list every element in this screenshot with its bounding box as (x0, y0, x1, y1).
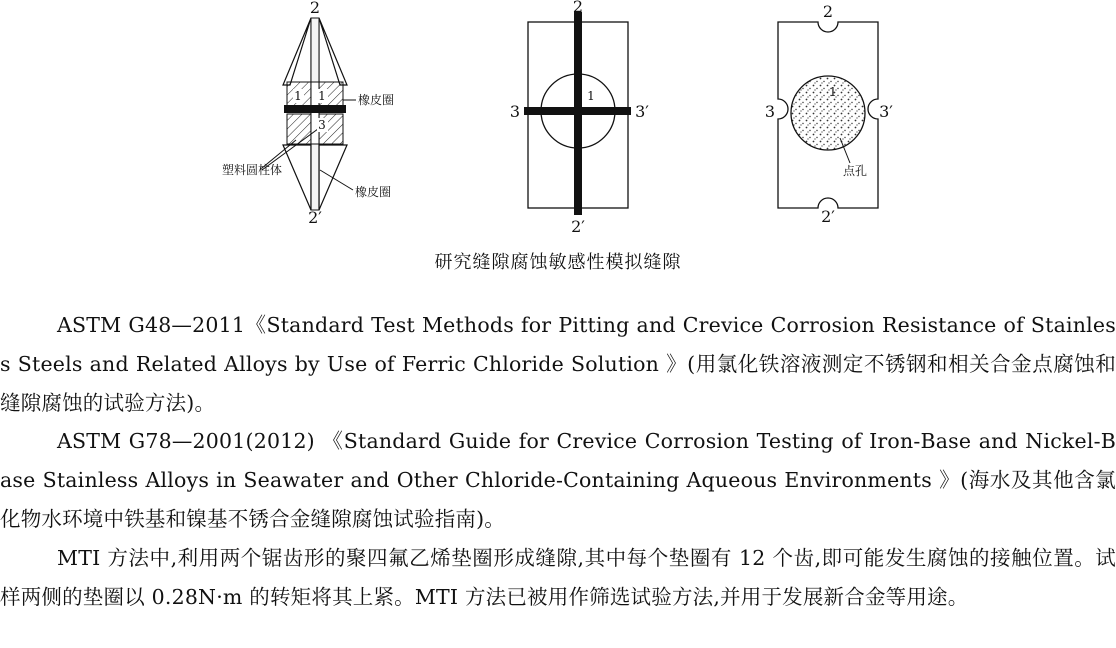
horizontal-bar (524, 107, 631, 115)
left-bottom-label: 2′ (308, 208, 322, 227)
figure (0, 0, 1116, 285)
right-center-label: 1 (829, 85, 837, 99)
body-text (0, 306, 1116, 616)
right-bottom-label: 2′ (821, 207, 835, 226)
left-region-label-1a: 1 (294, 89, 302, 103)
left-region-label-3: 3 (318, 118, 326, 132)
left-diagram (222, 0, 394, 227)
middle-right-label: 3′ (635, 102, 649, 121)
crevice-diagrams (0, 0, 1116, 285)
paragraph-astm-g48: ASTM G48—2011《Standard Test Methods for Pitting and Crevice Corrosion Resistance of Stainless Steels and Related Alloys by Use of Ferric Chloride Solution 》(用氯化铁溶液测定不锈钢和相关合金点腐蚀和缝隙腐蚀的试验方法)。 (0, 313, 1116, 415)
middle-top-label: 2 (572, 0, 584, 16)
left-top-label: 2 (309, 0, 321, 17)
right-left-label: 3 (764, 102, 776, 121)
callout-plastic-cylinder: 塑料圆柱体 (222, 163, 283, 177)
middle-diagram (510, 0, 649, 236)
paragraph-mti-method: MTI 方法中,利用两个锯齿形的聚四氟乙烯垫圈形成缝隙,其中每个垫圈有 12 个齿,即可能发生腐蚀的接触位置。试样两侧的垫圈以 0.28N·m 的转矩将其上紧。MTI 方法已被用作筛选试验方法,并用于发展新合金等用途。 (0, 545, 1116, 609)
callout-rubber-top: 橡皮圈 (358, 93, 395, 107)
left-region-label-1b: 1 (318, 89, 326, 103)
rubber-band-bar (284, 105, 346, 113)
right-diagram (765, 2, 893, 226)
paragraph-astm-g78: ASTM G78—2001(2012) 《Standard Guide for Crevice Corrosion Testing of Iron-Base and Nickel-Base Stainless Alloys in Seawater and Other Chloride-Containing Aqueous Environments 》(海水及其他含氯化物水环境中铁基和镍基不锈合金缝隙腐蚀试验指南)。 (0, 429, 1116, 531)
callout-pit: 点孔 (843, 164, 868, 178)
callout-rubber-bottom: 橡皮圈 (355, 185, 392, 199)
pit-area-circle (791, 76, 865, 150)
right-right-label: 3′ (879, 102, 893, 121)
middle-bottom-label: 2′ (571, 217, 585, 236)
middle-left-label: 3 (509, 102, 521, 121)
figure-caption: 研究缝隙腐蚀敏感性模拟缝隙 (434, 252, 682, 273)
right-top-label: 2 (822, 2, 834, 21)
middle-center-label: 1 (587, 89, 595, 103)
